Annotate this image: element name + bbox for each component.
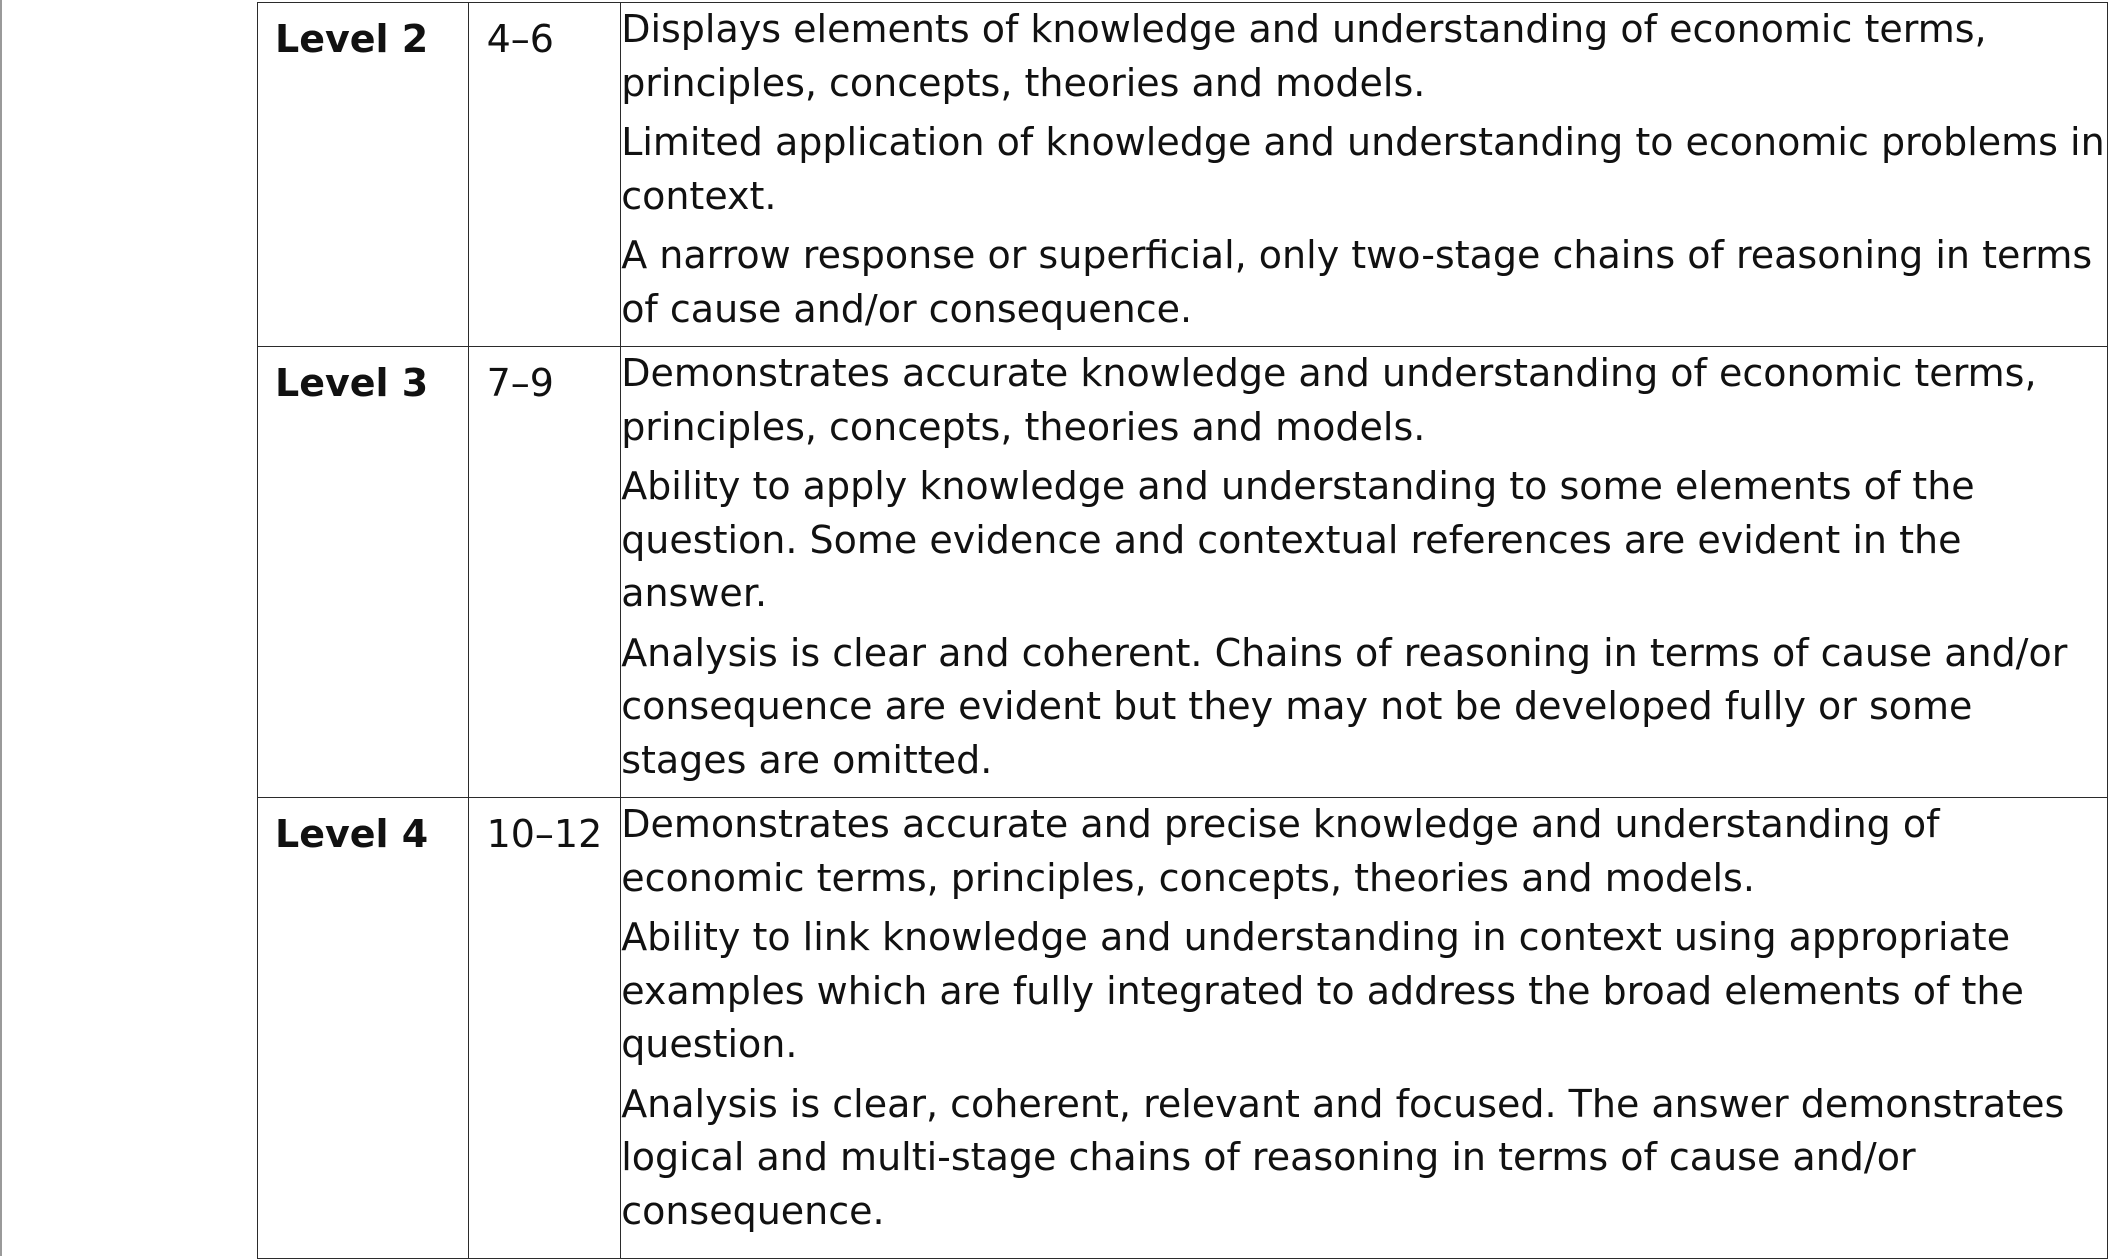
- level-cell: [258, 798, 469, 1259]
- descriptor-text: Analysis is clear and coherent. Chains of reasoning in terms of cause and/or consequence are evident but they may not be developed fully or some stages are omitted.: [621, 630, 2068, 782]
- descriptor-text: Ability to link knowledge and understanding in context using appropriate examples which are fully integrated to address the broad elements of the question.: [621, 915, 2024, 1066]
- page-left-border: [0, 0, 2, 1256]
- table-row-level-3: [258, 347, 2108, 798]
- marks-range: 7–9: [486, 361, 554, 405]
- table-row-level-2: [258, 3, 2108, 347]
- descriptor-cell: [621, 347, 2108, 798]
- marks-cell: [468, 3, 621, 347]
- descriptor-cell: [621, 3, 2108, 347]
- level-label: Level 3: [275, 361, 429, 405]
- level-cell: [258, 347, 469, 798]
- level-cell: [258, 3, 469, 347]
- marks-range: 4–6: [486, 17, 554, 61]
- descriptor-text: Ability to apply knowledge and understanding to some elements of the question. Some evidence and contextual references are evident in the answer.: [621, 464, 1975, 615]
- descriptor-text: A narrow response or superficial, only two-stage chains of reasoning in terms of cause and/or consequence.: [621, 233, 2093, 331]
- table-row-level-4: [258, 798, 2108, 1259]
- marks-cell: [468, 798, 621, 1259]
- descriptor-text: Demonstrates accurate knowledge and understanding of economic terms, principles, concepts, theories and models.: [621, 351, 2037, 449]
- marks-cell: [468, 347, 621, 798]
- level-label: Level 2: [275, 17, 429, 61]
- descriptor-text: Displays elements of knowledge and understanding of economic terms, principles, concepts, theories and models.: [621, 7, 1987, 105]
- descriptor-text: Limited application of knowledge and understanding to economic problems in context.: [621, 120, 2105, 218]
- marks-range: 10–12: [486, 812, 603, 856]
- mark-scheme-table: [257, 2, 2108, 1259]
- descriptor-cell: [621, 798, 2108, 1259]
- descriptor-text: Demonstrates accurate and precise knowledge and understanding of economic terms, principles, concepts, theories and models.: [621, 802, 1940, 900]
- descriptor-text: Analysis is clear, coherent, relevant and focused. The answer demonstrates logical and multi-stage chains of reasoning in terms of cause and/or consequence.: [621, 1081, 2065, 1233]
- level-label: Level 4: [275, 812, 429, 856]
